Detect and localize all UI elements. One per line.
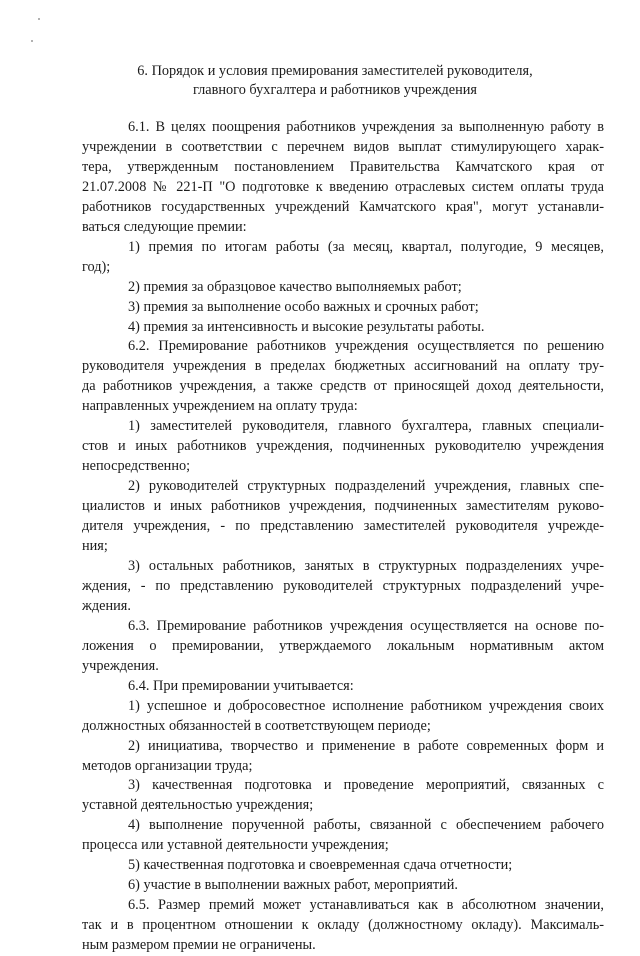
paragraph-line: 1) успешное и добросовестное исполнение работником учреждения своих xyxy=(128,697,604,714)
paragraph-line: ложения о премировании, утверждаемого локальным нормативным актом xyxy=(82,637,604,654)
paragraph xyxy=(116,318,604,338)
paragraph-line: 2) руководителей структурных подразделений учреждения, главных спе- xyxy=(128,478,604,495)
paragraph xyxy=(82,896,604,956)
paragraph-line: ния; xyxy=(82,538,108,555)
paragraph-line: уставной деятельностью учреждения; xyxy=(82,797,314,814)
paragraph-line: ждения, - по представлению руководителей структурных подразделений учре- xyxy=(82,577,604,594)
paragraph xyxy=(82,477,604,557)
paragraph-line: да работников учреждения, а также средств от приносящей доход деятельности, xyxy=(82,378,604,395)
paragraph-line: учреждении в соответствии с перечнем видов выплат стимулирующего харак- xyxy=(82,138,604,155)
paragraph xyxy=(82,776,604,816)
paragraph-line: 6.5. Размер премий может устанавливаться как в абсолютном значении, xyxy=(128,897,604,914)
paragraph-line: 6.3. Премирование работников учреждения осуществляется на основе по- xyxy=(128,617,604,634)
paragraph-line: методов организации труда; xyxy=(82,757,253,774)
paragraph-line: 4) выполнение порученной работы, связанной с обеспечением рабочего xyxy=(128,817,604,834)
paragraph-line: дителя учреждения, - по представлению заместителей руководителя учрежде- xyxy=(82,518,604,535)
paragraph-line: руководителя учреждения в пределах бюджетных ассигнований на оплату тру- xyxy=(82,358,604,375)
paragraph-line: 1) премия по итогам работы (за месяц, квартал, полугодие, 9 месяцев, xyxy=(128,238,604,255)
paragraph xyxy=(82,118,604,238)
scan-speck xyxy=(31,40,33,42)
paragraph xyxy=(82,337,604,417)
paragraph-line: 3) премия за выполнение особо важных и срочных работ; xyxy=(128,298,479,315)
paragraph xyxy=(116,298,604,318)
document-body xyxy=(82,118,604,956)
paragraph xyxy=(116,677,604,697)
paragraph-line: ждения. xyxy=(82,597,131,614)
paragraph xyxy=(116,856,604,876)
paragraph-line: 3) качественная подготовка и проведение мероприятий, связанных с xyxy=(128,777,604,794)
paragraph-line: 5) качественная подготовка и своевременная сдача отчетности; xyxy=(128,857,513,874)
paragraph xyxy=(82,417,604,477)
paragraph-line: процесса или уставной деятельности учреждения; xyxy=(82,837,389,854)
paragraph-line: год); xyxy=(82,258,111,275)
paragraph-line: тера, утвержденным постановлением Правительства Камчатского края от xyxy=(82,158,604,175)
paragraph-line: 2) премия за образцовое качество выполняемых работ; xyxy=(128,278,462,295)
paragraph-line: должностных обязанностей в соответствующем периоде; xyxy=(82,717,431,734)
paragraph-line: 1) заместителей руководителя, главного бухгалтера, главных специали- xyxy=(128,418,604,435)
paragraph-line: учреждения. xyxy=(82,657,159,674)
paragraph xyxy=(82,238,604,278)
paragraph-line: 6) участие в выполнении важных работ, мероприятий. xyxy=(128,877,458,894)
paragraph xyxy=(82,697,604,737)
paragraph-line: ным размером премии не ограничены. xyxy=(82,937,316,954)
paragraph-line: 6.2. Премирование работников учреждения осуществляется по решению xyxy=(128,338,604,355)
paragraph-line: 6.1. В целях поощрения работников учреждения за выполненную работу в xyxy=(128,119,604,135)
section-title-line-1: 6. Порядок и условия премирования заместителей руководителя, xyxy=(137,63,533,79)
paragraph-line: 3) остальных работников, занятых в структурных подразделениях учре- xyxy=(128,557,604,574)
section-title xyxy=(100,62,570,100)
paragraph xyxy=(82,737,604,777)
paragraph-line: направленных учреждением на оплату труда: xyxy=(82,398,358,415)
paragraph-line: 21.07.2008 № 221-П "О подготовке к введению отраслевых систем оплаты труда xyxy=(82,178,604,195)
paragraph xyxy=(116,876,604,896)
paragraph-line: 2) инициатива, творчество и применение в работе современных форм и xyxy=(128,737,604,754)
paragraph-line: 4) премия за интенсивность и высокие результаты работы. xyxy=(128,318,485,335)
section-title-line-2: главного бухгалтера и работников учреждения xyxy=(193,82,477,98)
paragraph-line: 6.4. При премировании учитывается: xyxy=(128,677,354,694)
paragraph-line: так и в процентном отношении к окладу (должностному окладу). Максималь- xyxy=(82,917,604,934)
paragraph xyxy=(82,557,604,617)
paragraph xyxy=(82,816,604,856)
paragraph xyxy=(116,278,604,298)
paragraph-line: работников государственных учреждений Камчатского края", могут устанавли- xyxy=(82,198,604,215)
paragraph-line: циалистов и иных работников учреждения, подчиненных заместителям руково- xyxy=(82,498,604,515)
paragraph xyxy=(82,617,604,677)
scan-speck xyxy=(38,18,40,20)
paragraph-line: стов и иных работников учреждения, подчиненных руководителю учреждения xyxy=(82,438,604,455)
paragraph-line: ваться следующие премии: xyxy=(82,218,247,235)
paragraph-line: непосредственно; xyxy=(82,458,191,475)
